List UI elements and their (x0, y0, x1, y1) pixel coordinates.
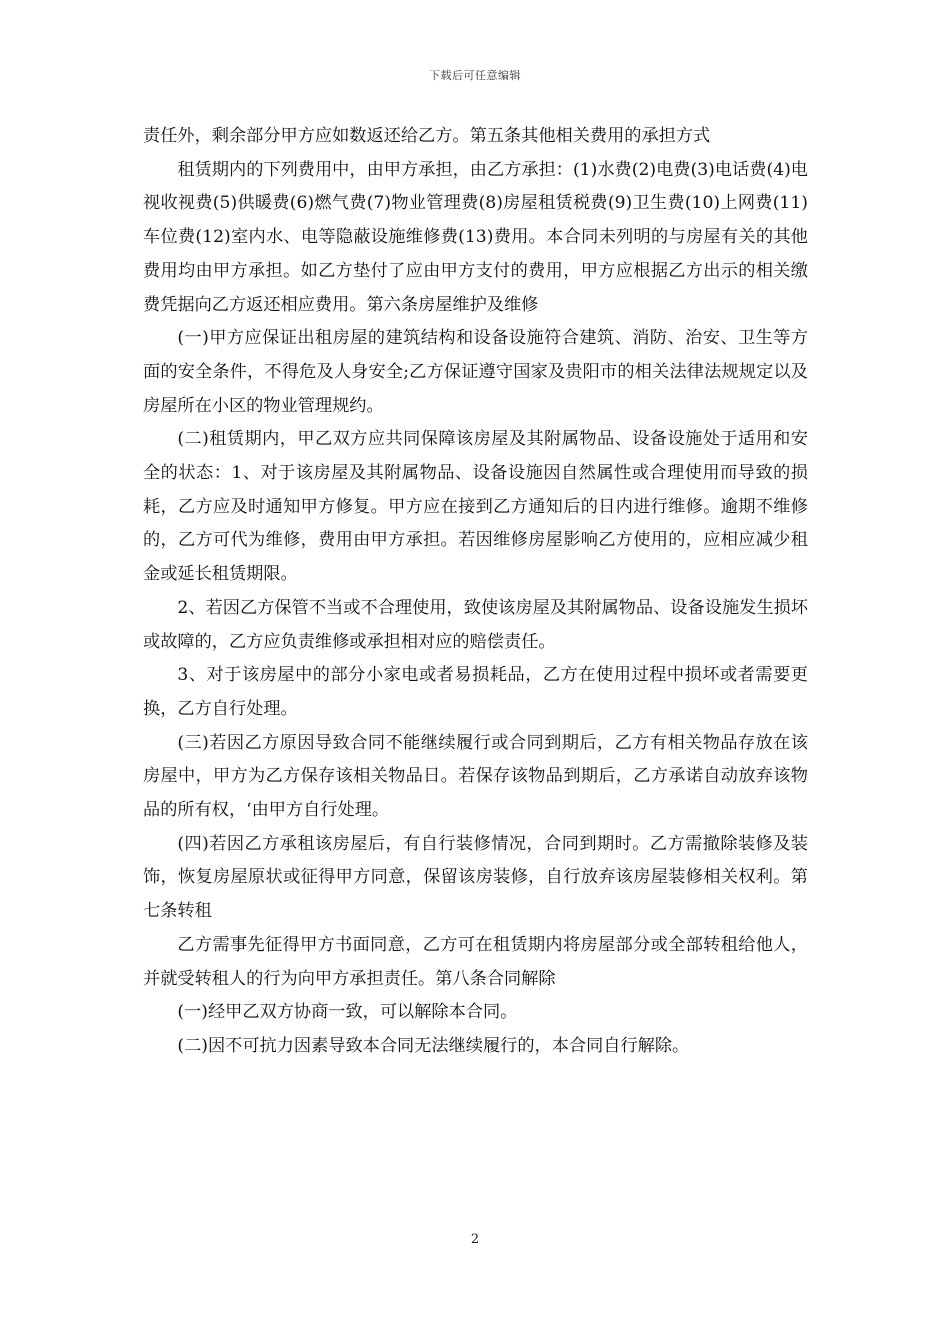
paragraph-maintenance-1: (一)甲方应保证出租房屋的建筑结构和设备设施符合建筑、消防、治安、卫生等方面的安全条件，不得危及人身安全;乙方保证遵守国家及贵阳市的相关法律法规规定以及房屋所在小区的物业管理规约。 (143, 328, 808, 416)
paragraph-maintenance-item-3: 3、对于该房屋中的部分小家电或者易损耗品，乙方在使用过程中损坏或者需要更换，乙方自行处理。 (143, 665, 808, 719)
header-note: 下载后可任意编辑 (429, 69, 521, 82)
document-body (143, 120, 808, 1064)
paragraph-maintenance-item-2: 2、若因乙方保管不当或不合理使用，致使该房屋及其附属物品、设备设施发生损坏或故障的，乙方应负责维修或承担相对应的赔偿责任。 (143, 597, 808, 652)
page-number: 2 (470, 1232, 480, 1247)
paragraph-maintenance-4: (四)若因乙方承租该房屋后，有自行装修情况，合同到期时。乙方需撤除装修及装饰，恢复房屋原状或征得甲方同意，保留该房装修，自行放弃该房屋装修相关权利。第七条转租 (143, 833, 808, 922)
paragraph-continuation: 责任外，剩余部分甲方应如数返还给乙方。第五条其他相关费用的承担方式 (143, 126, 711, 146)
paragraph-fees: 租赁期内的下列费用中，由甲方承担，由乙方承担：(1)水费(2)电费(3)电话费(4)电视收视费(5)供暖费(6)燃气费(7)物业管理费(8)房屋租赁税费(9)卫生费(10)上网费(11)车位费(12)室内水、电等隐蔽设施维修费(13)费用。本合同未列明的与房屋有关的其他费用均由甲方承担。如乙方垫付了应由甲方支付的费用，甲方应根据乙方出示的相关缴费凭据向乙方返还相应费用。第六条房屋维护及维修 (143, 159, 808, 315)
paragraph-termination-1: (一)经甲乙双方协商一致，可以解除本合同。 (177, 1002, 518, 1023)
paragraph-termination-2: (二)因不可抗力因素导致本合同无法继续履行的，本合同自行解除。 (177, 1035, 690, 1056)
paragraph-maintenance-3: (三)若因乙方原因导致合同不能继续履行或合同到期后，乙方有相关物品存放在该房屋中，甲方为乙方保存该相关物品日。若保存该物品到期后，乙方承诺自动放弃该物品的所有权，‘由甲方自行处理。 (143, 732, 808, 821)
paragraph-maintenance-2: (二)租赁期内，甲乙双方应共同保障该房屋及其附属物品、设备设施处于适用和安全的状态：1、对于该房屋及其附属物品、设备设施因自然属性或合理使用而导致的损耗，乙方应及时通知甲方修复。甲方应在接到乙方通知后的日内进行维修。逾期不维修的，乙方可代为维修，费用由甲方承担。若因维修房屋影响乙方使用的，应相应减少租金或延长租赁期限。 (143, 429, 808, 585)
paragraph-sublease: 乙方需事先征得甲方书面同意，乙方可在租赁期内将房屋部分或全部转租给他人，并就受转租人的行为向甲方承担责任。第八条合同解除 (143, 934, 808, 989)
